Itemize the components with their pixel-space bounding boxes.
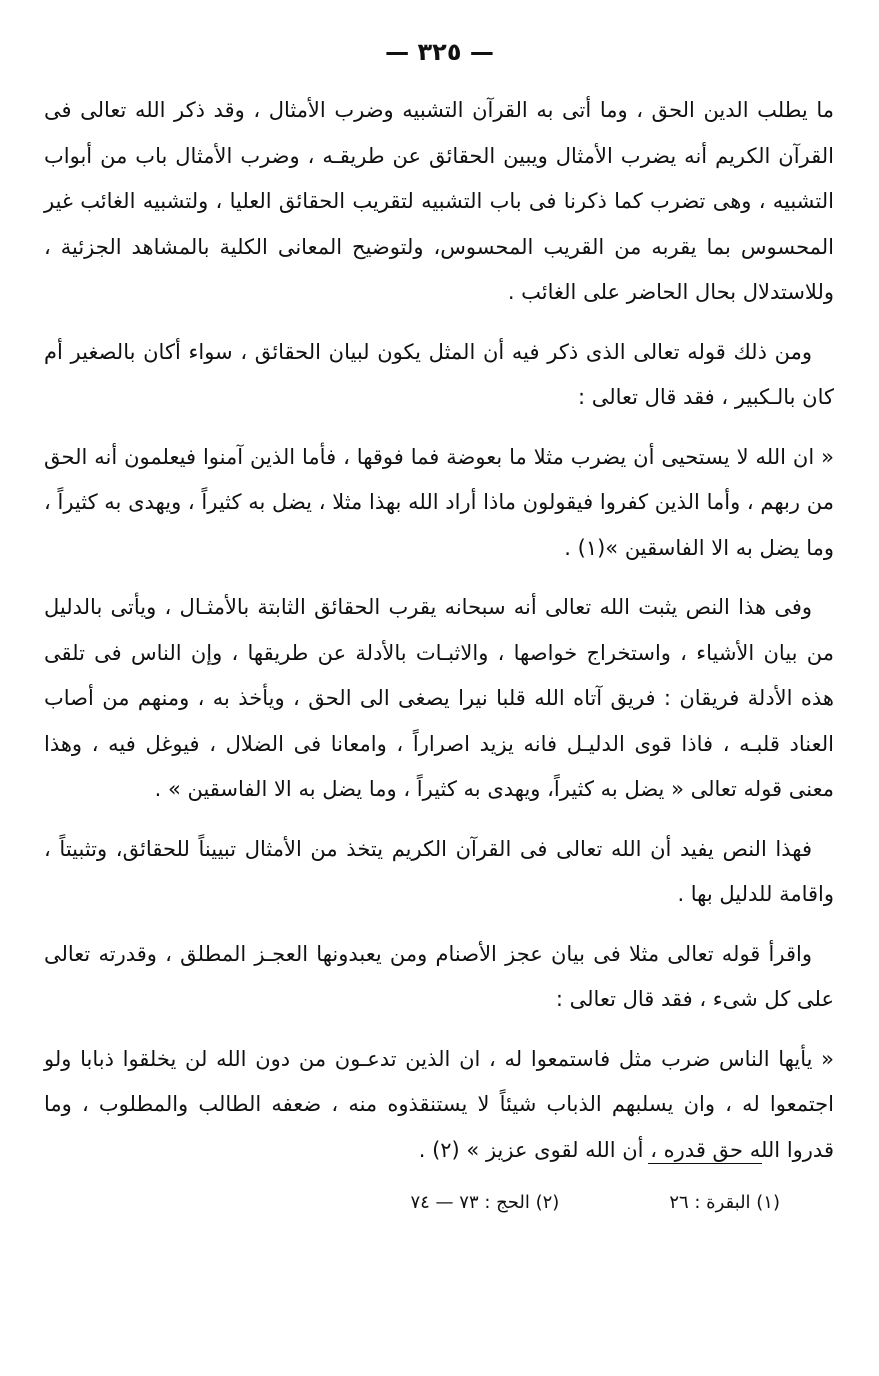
quran-quote-baqarah: « ان الله لا يستحيى أن يضرب مثلا ما بعوضة فما فوقها ، فأما الذين آمنوا فيعلمون أنه الحق من ربهم ، وأما الذين كفروا فيقولون ماذا أراد الله بهذا مثلا ، يضل به كثيراً ، ويهدى به كثيراً ، وما يضل به الا الفاسقين »(١) . [44, 444, 834, 560]
footnote-1: (١) البقرة : ٢٦ [669, 1192, 780, 1213]
paragraph-example-intro: ومن ذلك قوله تعالى الذى ذكر فيه أن المثل يكون لبيان الحقائق ، سواء أكان بالصغير أم كان بالـكبير ، فقد قال تعالى : [44, 339, 834, 409]
footnotes [60, 1192, 780, 1213]
paragraph-commentary: وفى هذا النص يثبت الله تعالى أنه سبحانه يقرب الحقائق الثابتة بالأمثـال ، ويأتى بالدليل من بيان الأشياء ، واستخراج خواصها ، والاثبـات بالأدلة عن طريقها ، وإن الناس فى تلقى هذه الأدلة فريقان : فريق آتاه الله قلبا نيرا يصغى الى الحق ، ويأخذ به ، ومنهم من أصاب العناد قلبـه ، فاذا قوى الدليـل فانه يزيد اصراراً ، وامعانا فى الضلال ، فيوغل فيه ، وهذا معنى قوله تعالى « يضل به كثيراً، ويهدى به كثيراً ، وما يضل به الا الفاسقين » . [44, 595, 834, 801]
main-text [44, 88, 834, 1187]
page-number: — ٣٢٥ — [385, 38, 494, 66]
footnote-2: (٢) الحج : ٧٣ — ٧٤ [410, 1192, 560, 1213]
footnote-divider [648, 1163, 762, 1164]
quran-quote-hajj: « يأيها الناس ضرب مثل فاستمعوا له ، ان الذين تدعـون من دون الله لن يخلقوا ذبابا ولو اجتمعوا له ، وان يسلبهم الذباب شيئاً لا يستنقذوه منه ، ضعفه الطالب والمطلوب ، وما قدروا الله حق قدره ، أن الله لقوى عزيز » (٢) . [44, 1046, 834, 1162]
paragraph-second-example: واقرأ قوله تعالى مثلا فى بيان عجز الأصنام ومن يعبدونها العجـز المطلق ، وقدرته تعالى على كل شىء ، فقد قال تعالى : [44, 941, 834, 1011]
paragraph-intro: ما يطلب الدين الحق ، وما أتى به القرآن التشبيه وضرب الأمثال ، وقد ذكر الله تعالى فى القرآن الكريم أنه يضرب الأمثال ويبين الحقائق عن طريقـه ، وضرب الأمثال باب من أبواب التشبيه ، وهى تضرب كما ذكرنا فى باب التشبيه لتقريب الحقائق العليا ، ولتشبيه الغائب غير المحسوس بما يقربه من القريب المحسوس، ولتوضيح المعانى الكلية بالمشاهد الجزئية ، وللاستدلال بحال الحاضر على الغائب . [44, 98, 834, 304]
paragraph-conclusion: فهذا النص يفيد أن الله تعالى فى القرآن الكريم يتخذ من الأمثال تبييناً للحقائق، وتثبيتاً ، واقامة للدليل بها . [44, 836, 834, 906]
